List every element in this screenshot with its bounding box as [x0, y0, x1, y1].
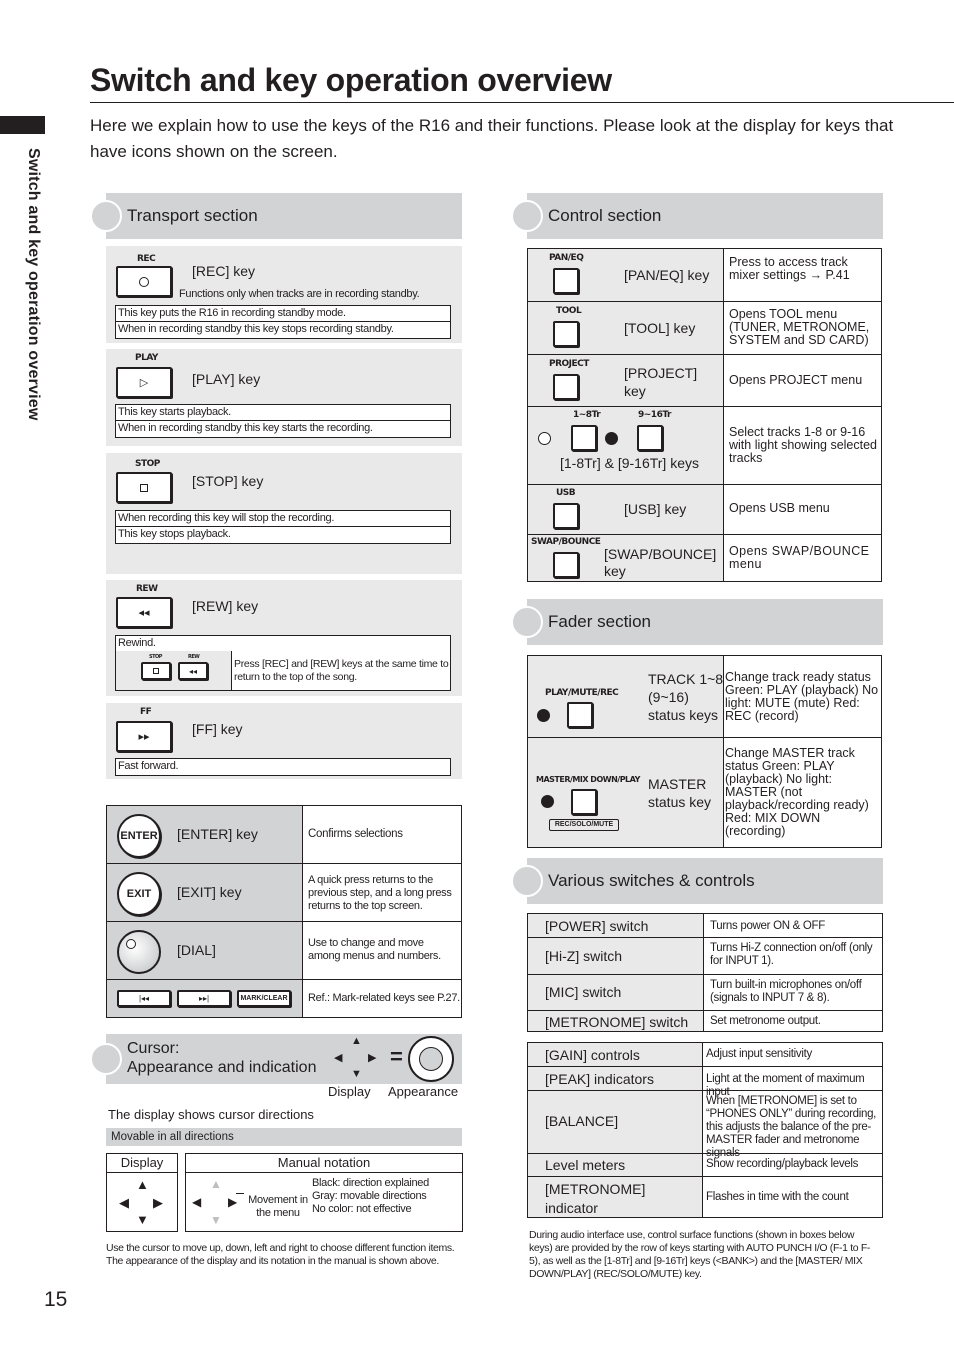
rec-key-descriptions	[115, 305, 451, 339]
page-title: Switch and key operation overview	[90, 62, 612, 98]
dial-label: [DIAL]	[177, 942, 216, 958]
nav-row-line	[107, 979, 461, 980]
cursor-dial-icon	[408, 1036, 454, 1082]
play-key-cap: PLAY	[135, 353, 158, 363]
controls-row-line	[528, 1066, 882, 1067]
previous-mark-key[interactable]	[117, 990, 171, 1007]
side-tab-label: Switch and key operation overview	[25, 148, 42, 421]
tool-desc: Opens TOOL menu (TUNER, METRONOME, SYSTEM and SD CARD)	[729, 307, 870, 347]
balance-desc: When [METRONOME] is set to “PHONES ONLY” during recording, this adjusts the balance of the pre-MASTER fader and metronome signals	[706, 1095, 877, 1159]
project-desc: Opens PROJECT menu	[729, 373, 863, 387]
exit-key-desc: A quick press returns to the previous step, and a long press returns to the top screen.	[308, 874, 452, 912]
ff-key-panel	[106, 703, 462, 779]
usb-label: [USB] key	[624, 501, 687, 517]
exit-key-icon-text: EXIT	[126, 888, 152, 900]
manual-notation-box	[185, 1153, 463, 1232]
control-row-line	[528, 354, 881, 355]
usb-cap: USB	[556, 488, 576, 498]
dial-knob-icon	[126, 939, 136, 949]
enter-key-icon-text: ENTER	[120, 830, 158, 842]
project-cap: PROJECT	[549, 359, 589, 369]
cursor-section-header	[106, 1034, 462, 1084]
stop-key-panel	[106, 453, 462, 574]
power-switch-label: [POWER] switch	[545, 918, 649, 934]
swap-bounce-label: [SWAP/BOUNCE] key	[604, 546, 717, 579]
play-key-label: [PLAY] key	[192, 371, 261, 387]
metronome-indicator-label: [METRONOME] indicator	[545, 1181, 646, 1216]
manual-column-header: Manual notation	[186, 1154, 462, 1173]
pointer-line	[236, 1193, 244, 1194]
track-status-cap: PLAY/MUTE/REC	[545, 688, 619, 698]
legend-black: Black: direction explained	[312, 1177, 429, 1189]
enter-key-label: [ENTER] key	[177, 826, 258, 842]
transport-section-header	[106, 193, 462, 239]
controls-row-line	[528, 1176, 882, 1177]
nav-row-line	[107, 863, 461, 864]
nav-divider	[302, 806, 303, 1017]
ff-key-cap: FF	[140, 707, 152, 717]
movable-banner: Movable in all directions	[106, 1128, 462, 1146]
balance-label: [BALANCE]	[545, 1113, 619, 1129]
fast-forward-icon: ▸▸	[138, 731, 150, 743]
tool-label: [TOOL] key	[624, 320, 696, 336]
control-row-line	[528, 534, 881, 535]
rew-key-label: [REW] key	[192, 598, 259, 614]
tool-key[interactable]	[553, 321, 579, 347]
mini-rew-cap: REW	[188, 654, 200, 660]
stop-icon	[140, 484, 148, 492]
circle-icon	[139, 277, 149, 287]
peak-label: [PEAK] indicators	[545, 1071, 654, 1087]
rec-solo-mute-box: REC/SOLO/MUTE	[549, 819, 619, 831]
title-rule	[90, 102, 954, 103]
display-arrows-icon: ▲ ◀ ▶ ▼	[119, 1177, 163, 1227]
metronome-switch-desc: Set metronome output.	[710, 1015, 821, 1027]
play-desc-1: This key starts playback.	[116, 405, 450, 421]
control-keys-shade	[528, 249, 723, 581]
swap-bounce-desc: Opens SWAP/BOUNCE menu	[729, 544, 870, 571]
master-status-cap: MASTER/MIX DOWN/PLAY	[536, 775, 640, 784]
switches-row-line	[528, 1010, 882, 1011]
master-status-label: MASTER status key	[648, 776, 712, 810]
swap-bounce-key[interactable]	[553, 552, 579, 578]
skip-forward-icon: ▸▸|	[198, 994, 210, 1003]
rec-key-panel	[106, 246, 462, 343]
various-footer: During audio interface use, control surface functions (shown in boxes below keys) are provided by the row of keys starting with AUTO PUNCH I/O (F-1 to F-5), as well as the [1-8Tr] and [9-16Tr] keys (<BANK>) and the [MASTER/ MIX DOWN/PLAY] (REC/SOLO/MUTE) key.	[529, 1229, 871, 1280]
nav-row-line	[107, 921, 461, 922]
dial[interactable]	[117, 930, 161, 974]
track9-16-cap: 9~16Tr	[638, 410, 671, 420]
rewind-icon: ◂◂	[138, 607, 150, 619]
pan-eq-key[interactable]	[553, 268, 579, 294]
cursor-heading-1: Cursor:	[127, 1040, 180, 1057]
mini-stop-key	[141, 662, 171, 680]
ff-key-label: [FF] key	[192, 721, 243, 737]
mic-switch-label: [MIC] switch	[545, 984, 622, 1000]
control-section-header	[527, 193, 883, 239]
stop-key-label: [STOP] key	[192, 473, 264, 489]
track1-8-cap: 1~8Tr	[573, 410, 601, 420]
control-table	[527, 248, 882, 582]
gain-desc: Adjust input sensitivity	[706, 1048, 812, 1060]
side-tab-marker	[0, 116, 45, 134]
legend-none: No color: not effective	[312, 1203, 412, 1215]
stop-icon	[153, 668, 159, 674]
led-on-icon	[537, 709, 550, 722]
project-label: [PROJECT] key	[624, 365, 698, 399]
pan-eq-label: [PAN/EQ] key	[624, 267, 710, 283]
navigation-keys-table	[106, 805, 462, 1018]
manual-arrows-icon: ▲ ◀ ▶ ▼	[192, 1177, 238, 1227]
level-meters-desc: Show recording/playback levels	[706, 1158, 859, 1170]
level-meters-label: Level meters	[545, 1157, 626, 1173]
peak-desc: Light at the moment of maximum input	[706, 1073, 865, 1098]
track-status-key[interactable]	[567, 702, 593, 728]
pan-eq-desc: Press to access track mixer settings → P.41	[729, 255, 850, 282]
track9-16-key[interactable]	[637, 425, 663, 451]
stop-desc-1: When recording this key will stop the recording.	[116, 511, 450, 527]
mark-ref-desc: Ref.: Mark-related keys see P.27.	[308, 992, 460, 1004]
cursor-appearance-caption: Appearance	[388, 1084, 459, 1099]
rew-key-cap: REW	[136, 584, 158, 594]
fader-table	[527, 655, 882, 848]
fader-section-title: Fader section	[548, 612, 651, 631]
switches-row-line	[528, 937, 882, 938]
rec-key-label: [REC] key	[192, 263, 256, 279]
enter-key[interactable]	[117, 814, 161, 858]
stop-key-descriptions	[115, 510, 451, 544]
pan-eq-cap: PAN/EQ	[549, 253, 584, 263]
page-number: 15	[44, 1288, 68, 1311]
play-key[interactable]	[116, 367, 172, 398]
track-keys-label: [1-8Tr] & [9-16Tr] keys	[560, 455, 699, 471]
cursor-arrows-icon: ▲ ◀ ▶ ▼	[334, 1035, 377, 1080]
track1-8-key[interactable]	[571, 425, 597, 451]
intro-text: Here we explain how to use the keys of the R16 and their functions. Please look at the display for keys that have icons shown on the screen.	[90, 116, 894, 161]
rew-key-panel	[106, 580, 462, 696]
stop-desc-2: This key stops playback.	[118, 528, 231, 540]
track-status-label: TRACK 1~8 (9~16) status keys	[648, 671, 724, 723]
play-icon: ▷	[139, 377, 149, 389]
cursor-footer: Use the cursor to move up, down, left and right to choose different function items. The appearance of the display and its notation in the manual is shown above.	[106, 1242, 455, 1267]
cursor-heading-2: Appearance and indication	[127, 1059, 317, 1076]
exit-key[interactable]	[117, 872, 161, 916]
led-on-icon	[605, 432, 618, 445]
rew-combo-note: Press [REC] and [REW] keys at the same time to return to the top of the song.	[234, 658, 449, 683]
master-status-desc: Change MASTER track status Green: PLAY (playback) No light: MASTER (not playback/recording ready) Red: MIX DOWN (recording)	[725, 746, 869, 838]
metronome-indicator-desc: Flashes in time with the count	[706, 1191, 849, 1203]
rec-desc-1: This key puts the R16 in recording standby mode.	[116, 306, 450, 322]
section-dot	[90, 1043, 122, 1075]
mark-clear-key[interactable]	[237, 990, 291, 1007]
mic-switch-desc: Turn built-in microphones on/off (signals to INPUT 7 & 8).	[710, 979, 862, 1004]
various-section-header	[527, 858, 883, 904]
control-divider	[723, 249, 724, 581]
fader-row-line	[528, 737, 881, 738]
rewind-icon: ◂◂	[188, 666, 198, 676]
stop-key[interactable]	[116, 472, 172, 503]
fader-section-header	[527, 599, 883, 645]
cursor-display-caption: Display	[328, 1084, 371, 1099]
switches-table	[527, 913, 883, 1032]
play-key-panel	[106, 349, 462, 446]
rec-key-note: Functions only when tracks are in recording standby.	[179, 288, 420, 300]
track-keys-desc: Select tracks 1-8 or 9-16 with light showing selected tracks	[729, 425, 877, 465]
play-key-descriptions	[115, 404, 451, 438]
control-row-line	[528, 406, 881, 407]
power-switch-desc: Turns power ON & OFF	[710, 920, 825, 932]
exit-key-label: [EXIT] key	[177, 884, 242, 900]
ff-key-descriptions	[115, 758, 451, 776]
equals-sign: =	[390, 1044, 403, 1069]
rec-key[interactable]	[116, 266, 172, 297]
control-row-line	[528, 484, 881, 485]
cursor-display-box	[106, 1153, 178, 1232]
usb-key[interactable]	[553, 503, 579, 529]
metronome-switch-label: [METRONOME] switch	[545, 1014, 689, 1030]
stop-rew-combo-graphic	[115, 651, 232, 691]
track-status-desc: Change track ready status Green: PLAY (playback) No light: MUTE (mute) Red: REC (record)	[725, 670, 879, 723]
mark-clear-label: MARK/CLEAR	[240, 995, 288, 1002]
play-desc-2: When in recording standby this key starts the recording.	[118, 422, 373, 434]
transport-section-title: Transport section	[127, 206, 258, 225]
ff-key[interactable]	[116, 721, 172, 752]
display-column-header: Display	[107, 1154, 177, 1173]
ff-desc-1: Fast forward.	[118, 760, 179, 772]
master-status-key[interactable]	[571, 789, 597, 815]
movement-label: Movement in the menu	[248, 1194, 308, 1219]
rew-desc-1: Rewind.	[118, 637, 156, 649]
section-dot	[511, 606, 543, 638]
rec-key-cap: REC	[137, 254, 156, 264]
control-section-title: Control section	[548, 206, 662, 225]
hiz-switch-label: [Hi-Z] switch	[545, 948, 622, 964]
led-off-icon	[538, 432, 551, 445]
notation-legend	[312, 1177, 462, 1216]
various-section-title: Various switches & controls	[548, 871, 755, 890]
dial-desc: Use to change and move among menus and numbers.	[308, 937, 441, 962]
section-dot	[511, 865, 543, 897]
project-key[interactable]	[553, 374, 579, 400]
swap-bounce-cap: SWAP/BOUNCE	[531, 537, 601, 547]
cursor-shows-text: The display shows cursor directions	[108, 1107, 314, 1122]
mini-stop-cap: STOP	[149, 654, 162, 660]
mini-rew-key	[178, 662, 208, 680]
control-row-line	[528, 301, 881, 302]
rew-key[interactable]	[116, 597, 172, 628]
hiz-switch-desc: Turns Hi-Z connection on/off (only for INPUT 1).	[710, 942, 873, 967]
next-mark-key[interactable]	[177, 990, 231, 1007]
tool-cap: TOOL	[556, 306, 582, 316]
legend-gray: Gray: movable directions	[312, 1190, 427, 1202]
controls-table	[527, 1042, 883, 1218]
section-dot	[90, 200, 122, 232]
gain-label: [GAIN] controls	[545, 1047, 640, 1063]
section-dot	[511, 200, 543, 232]
switches-row-line	[528, 974, 882, 975]
led-on-icon	[541, 795, 554, 808]
usb-desc: Opens USB menu	[729, 501, 830, 515]
rec-desc-2: When in recording standby this key stops recording standby.	[118, 323, 394, 335]
stop-key-cap: STOP	[135, 459, 160, 469]
skip-back-icon: |◂◂	[138, 994, 150, 1003]
enter-key-desc: Confirms selections	[308, 828, 403, 840]
